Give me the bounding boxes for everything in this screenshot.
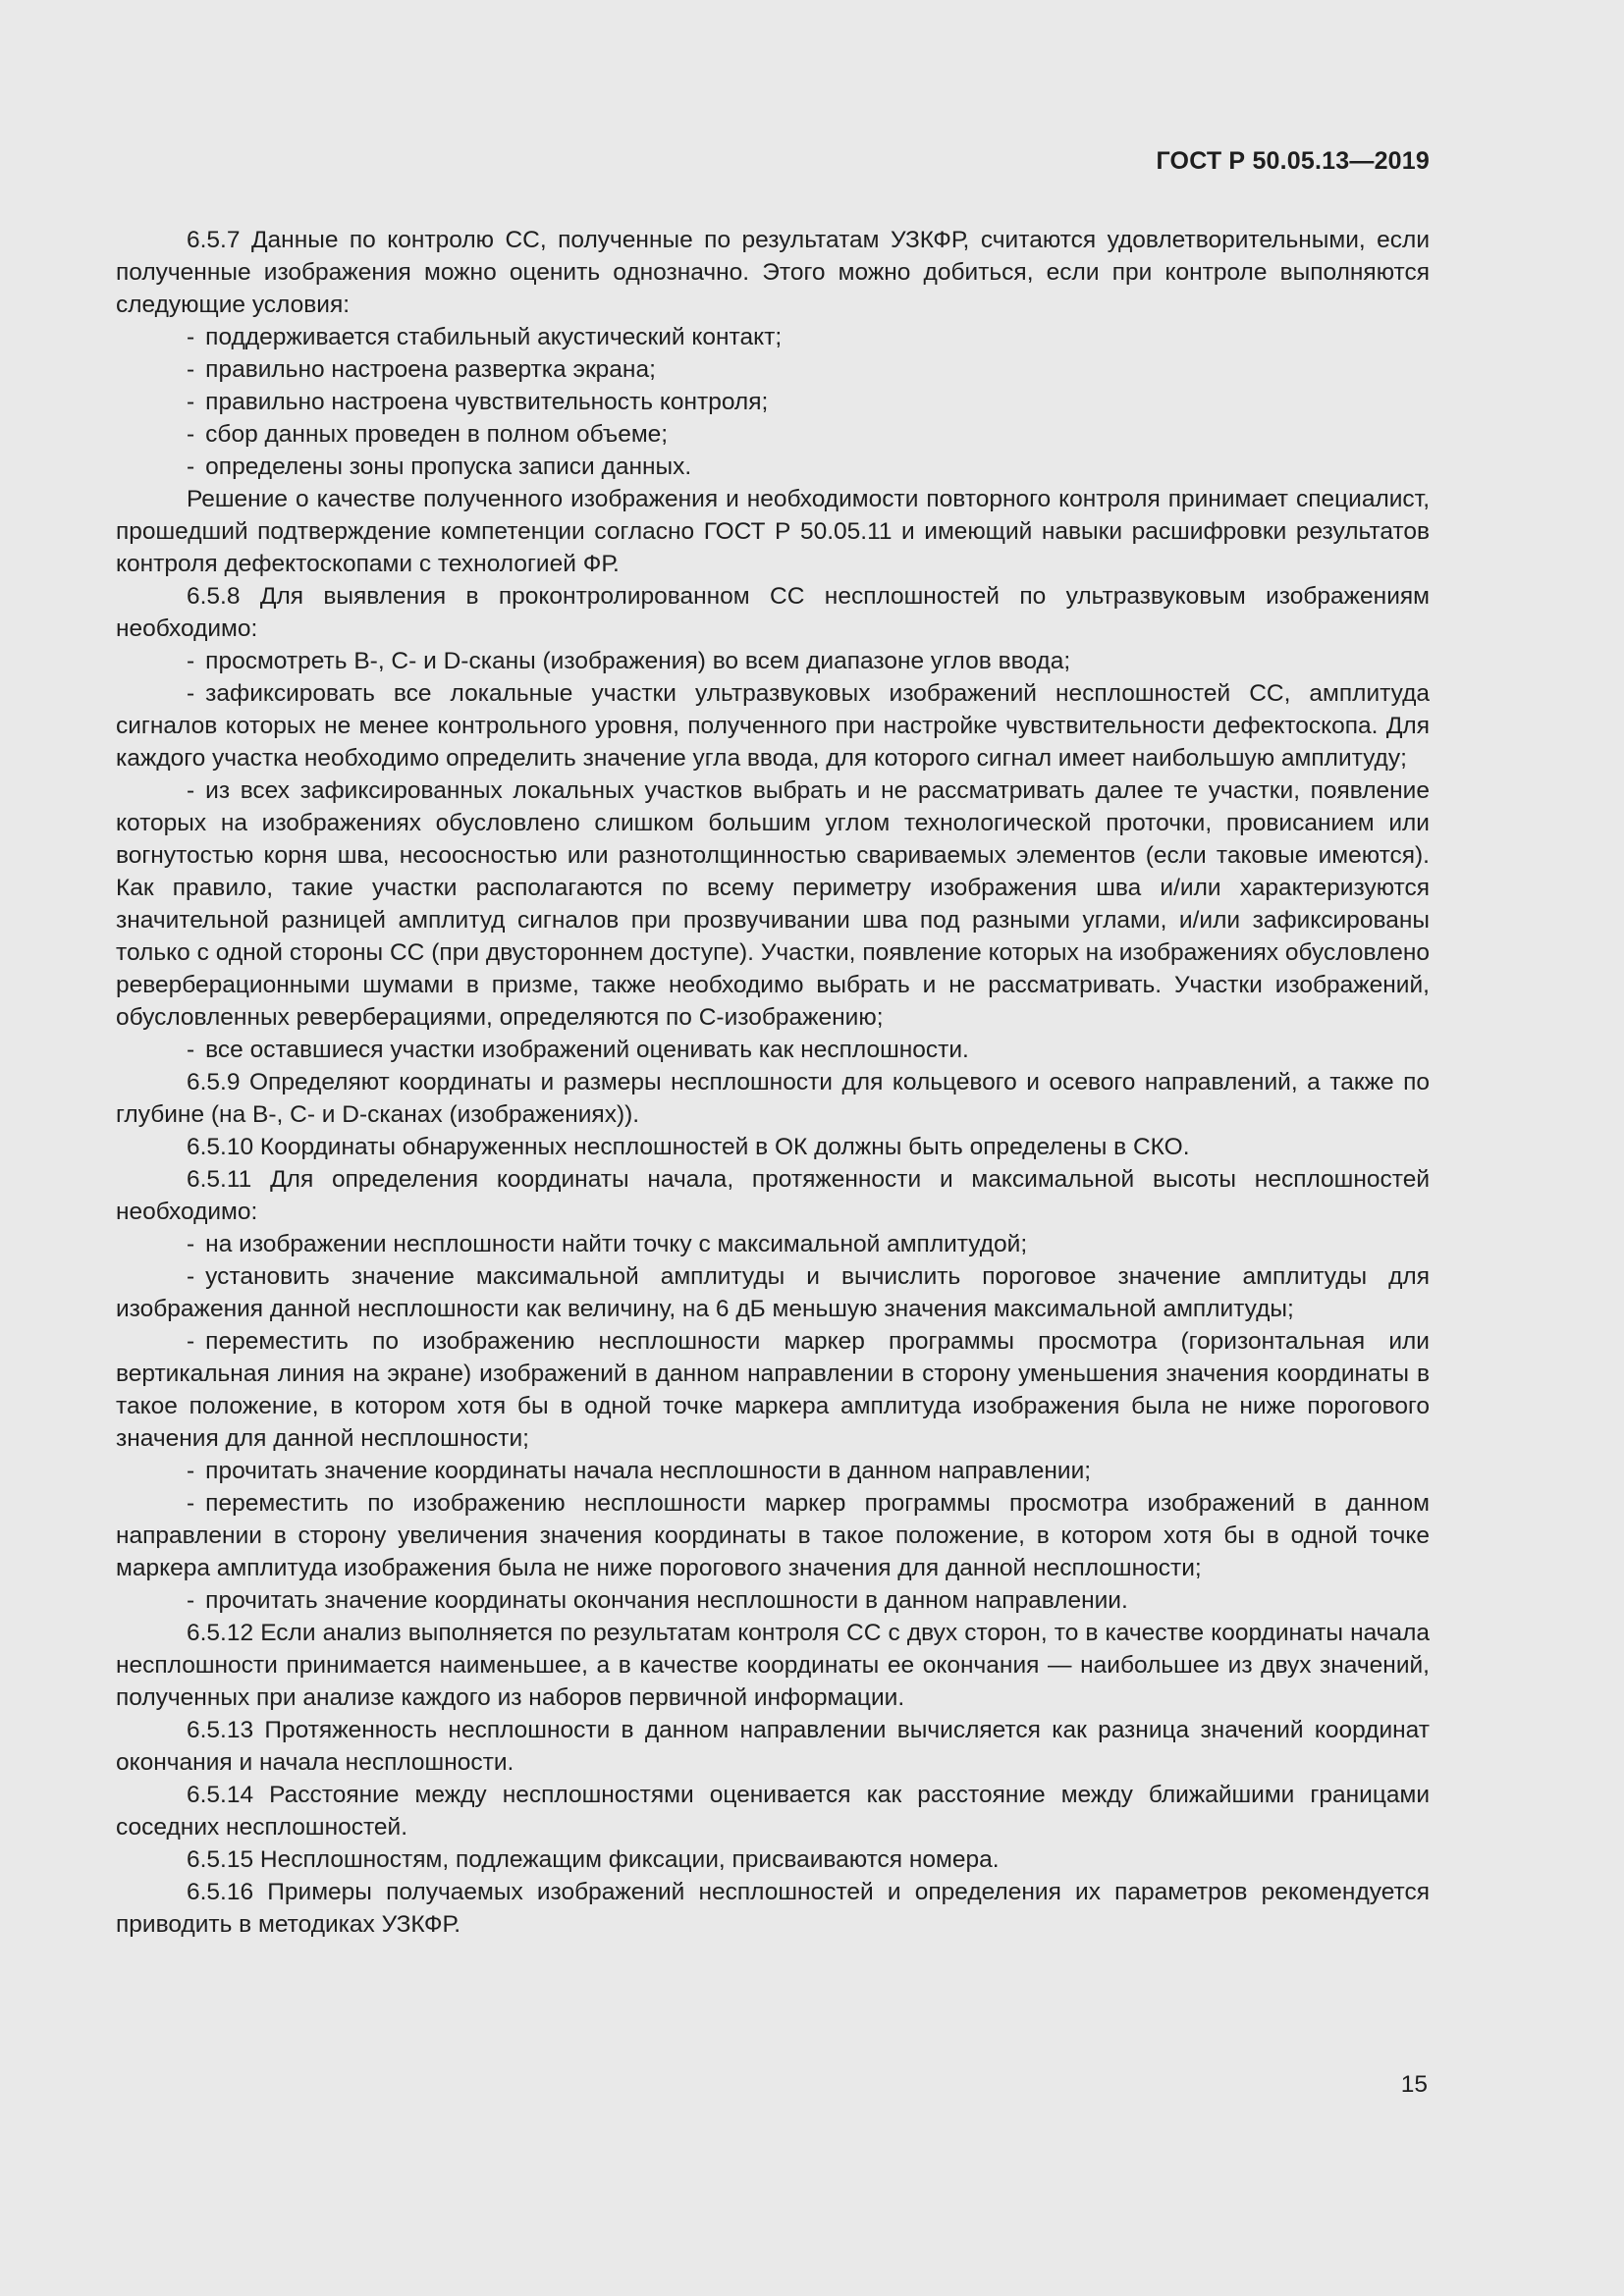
list-dash: - [187,1458,195,1484]
list-item [116,1034,1430,1066]
list-dash: - [187,1490,195,1517]
list-item-text: на изображении несплошности найти точку с максимальной амплитудой; [205,1231,1028,1257]
paragraph: 6.5.7 Данные по контролю СС, полученные по результатам УЗКФР, считаются удовлетворительными, если полученные изображения можно оценить однозначно. Этого можно добиться, если при контроле выполняются следующие условия: [116,227,1430,318]
list-item [116,1228,1430,1260]
list-item [116,386,1430,418]
list-item-text: поддерживается стабильный акустический контакт; [205,324,783,350]
list-item [116,1584,1430,1617]
list-item [116,451,1430,483]
list-dash: - [187,324,195,350]
page-number: 15 [1400,2071,1428,2098]
paragraph: 6.5.11 Для определения координаты начала, протяженности и максимальной высоты несплошностей необходимо: [116,1166,1430,1225]
document-body [116,224,1430,1941]
list-item-text: переместить по изображению несплошности маркер программы просмотра изображений в данном направлении в сторону увеличения значения координаты в такое положение, в котором хотя бы в одной точке маркера амплитуда изображения была не ниже порогового значения для данной несплошности; [116,1490,1430,1581]
list-item [116,1260,1430,1325]
document-header-code: ГОСТ Р 50.05.13—2019 [1156,147,1430,175]
paragraph: Решение о качестве полученного изображения и необходимости повторного контроля принимает специалист, прошедший подтверждение компетенции согласно ГОСТ Р 50.05.11 и имеющий навыки расшифровки результатов контроля дефектоскопами с технологией ФР. [116,486,1430,577]
list-item [116,1487,1430,1584]
list-item [116,321,1430,353]
paragraph: 6.5.15 Несплошностям, подлежащим фиксации, присваиваются номера. [187,1846,1000,1873]
list-item-text: правильно настроена чувствительность контроля; [205,389,769,415]
paragraph: 6.5.16 Примеры получаемых изображений несплошностей и определения их параметров рекомендуется приводить в методиках УЗКФР. [116,1879,1430,1938]
list-item-text: все оставшиеся участки изображений оценивать как несплошности. [205,1037,969,1063]
list-item [116,1455,1430,1487]
list-item-text: определены зоны пропуска записи данных. [205,454,692,480]
list-dash: - [187,454,195,480]
list-item-text: правильно настроена развертка экрана; [205,356,656,383]
list-dash: - [187,680,195,707]
list-item-text: просмотреть В-, С- и D-сканы (изображения) во всем диапазоне углов ввода; [205,648,1071,674]
list-dash: - [187,421,195,448]
list-item-text: установить значение максимальной амплитуды и вычислить пороговое значение амплитуды для изображения данной несплошности как величину, на 6 дБ меньшую значения максимальной амплитуды; [116,1263,1430,1322]
list-item [116,645,1430,677]
list-item-text: сбор данных проведен в полном объеме; [205,421,669,448]
paragraph: 6.5.14 Расстояние между несплошностями оценивается как расстояние между ближайшими границами соседних несплошностей. [116,1782,1430,1841]
list-dash: - [187,1037,195,1063]
list-item-text: из всех зафиксированных локальных участков выбрать и не рассматривать далее те участки, появление которых на изображениях обусловлено слишком большим углом технологической проточки, провисанием или вогнутостью корня шва, несоосностью или разнотолщинностью свариваемых элементов (если таковые имеются). Как правило, такие участки располагаются по всему периметру изображения шва и/или характеризуются значительной разницей амплитуд сигналов при прозвучивании шва под разными углами, и/или зафиксированы только с одной стороны СС (при двустороннем доступе). Участки, появление которых на изображениях обусловлено реверберационными шумами в призме, также необходимо выбрать и не рассматривать. Участки изображений, обусловленных реверберациями, определяются по С-изображению; [116,777,1430,1031]
list-item [116,353,1430,386]
list-dash: - [187,648,195,674]
list-dash: - [187,1263,195,1290]
paragraph: 6.5.13 Протяженность несплошности в данном направлении вычисляется как разница значений координат окончания и начала несплошности. [116,1717,1430,1776]
list-dash: - [187,389,195,415]
list-dash: - [187,777,195,804]
paragraph: 6.5.10 Координаты обнаруженных несплошностей в ОК должны быть определены в СКО. [187,1134,1190,1160]
list-item [116,418,1430,451]
list-dash: - [187,1328,195,1355]
list-item-text: переместить по изображению несплошности маркер программы просмотра (горизонтальная или вертикальная линия на экране) изображений в данном направлении в сторону уменьшения значения координаты в такое положение, в котором хотя бы в одной точке маркера амплитуда изображения была не ниже порогового значения для данной несплошности; [116,1328,1430,1452]
paragraph: 6.5.9 Определяют координаты и размеры несплошности для кольцевого и осевого направлений, а также по глубине (на В-, С- и D-сканах (изображениях)). [116,1069,1430,1128]
list-item-text: прочитать значение координаты окончания несплошности в данном направлении. [205,1587,1128,1614]
list-item-text: зафиксировать все локальные участки ультразвуковых изображений несплошностей СС, амплитуда сигналов которых не менее контрольного уровня, полученного при настройке чувствительности дефектоскопа. Для каждого участка необходимо определить значение угла ввода, для которого сигнал имеет наибольшую амплитуду; [116,680,1430,772]
list-dash: - [187,356,195,383]
list-item-text: прочитать значение координаты начала несплошности в данном направлении; [205,1458,1092,1484]
paragraph: 6.5.8 Для выявления в проконтролированном СС несплошностей по ультразвуковым изображениям необходимо: [116,583,1430,642]
list-item [116,677,1430,774]
list-dash: - [187,1587,195,1614]
list-item [116,1325,1430,1455]
paragraph: 6.5.12 Если анализ выполняется по результатам контроля СС с двух сторон, то в качестве координаты начала несплошности принимается наименьшее, а в качестве координаты ее окончания — наибольшее из двух значений, полученных при анализе каждого из наборов первичной информации. [116,1620,1430,1711]
list-dash: - [187,1231,195,1257]
list-item [116,774,1430,1034]
